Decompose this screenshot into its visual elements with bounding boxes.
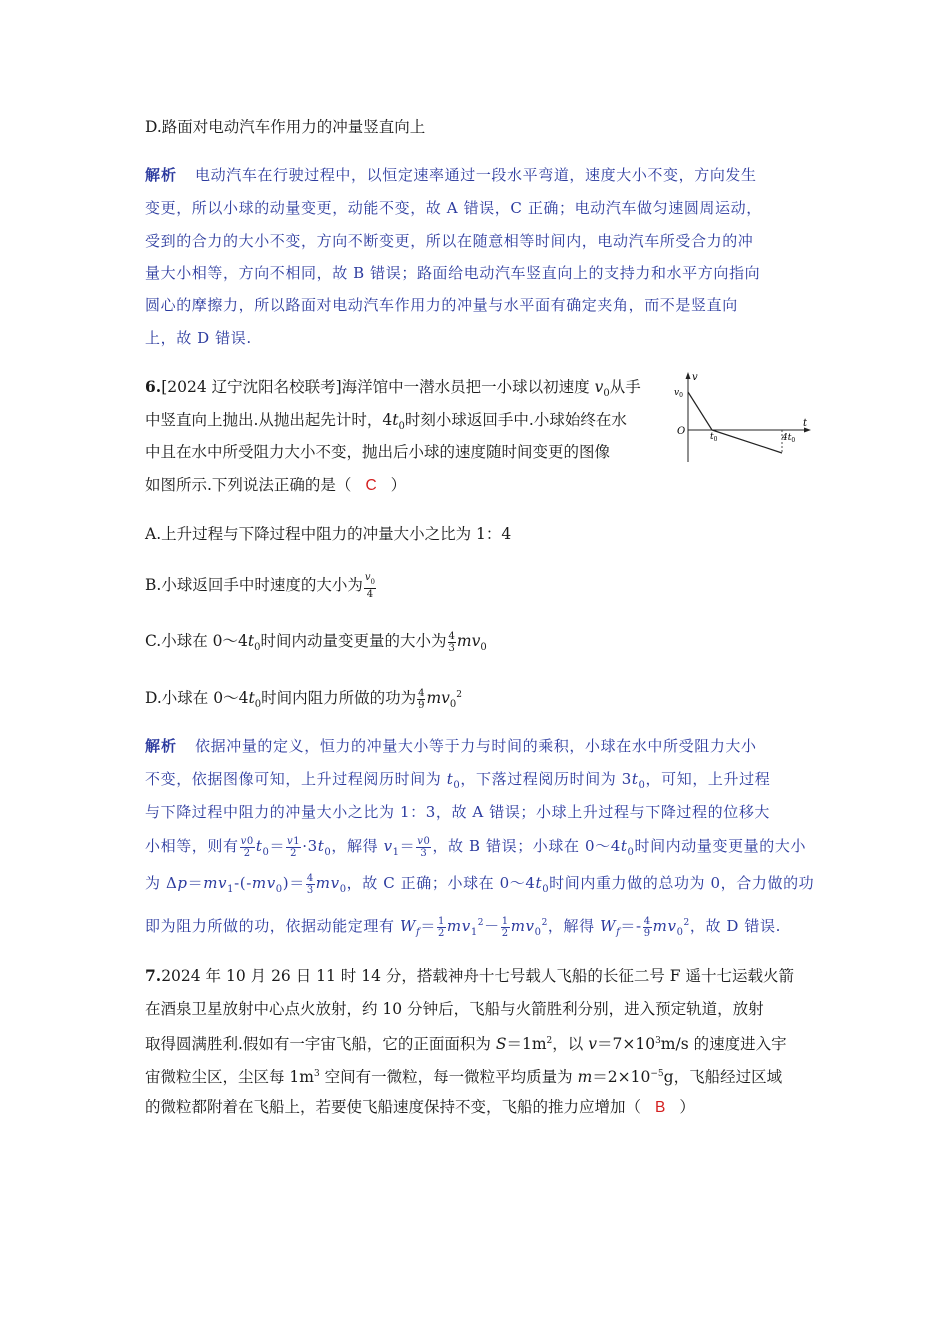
- explanation-5-line-4: 量大小相等，方向不相同，故 B 错误；路面给电动汽车竖直向上的支持力和水平方向指向: [145, 264, 761, 282]
- v-axis-arrow: [686, 372, 691, 379]
- question-7-line-5: 的微粒都附着在飞船上，若要使飞船速度保持不变，飞船的推力应增加（ B ）: [145, 1098, 695, 1116]
- explanation-6-line-4: 小相等，则有 $\frac{v0}{2}$ $t_0=$ $\frac{v1}{2}$ $\cdot 3t_0$，解得 $v_1=$ $\frac{v0}{3}$ ，故 B 错误；小球在 $0\sim 4t_0$时间内动量变更量的大小: [145, 835, 807, 859]
- falling-segment: [712, 430, 782, 453]
- question-7-line-2: 在酒泉卫星放射中心点火放射，约 10 分钟后，飞船与火箭胜利分别，进入预定轨道，放射: [145, 1000, 764, 1018]
- t0-label: $t_0$: [710, 432, 718, 443]
- explanation-6-line-2: 不变，依据图像可知，上升过程阅历时间为 $t_0$，下落过程阅历时间为 $3t_0$，可知，上升过程: [145, 770, 771, 791]
- origin-label: O: [677, 426, 686, 437]
- explanation-5-line-2: 变更，所以小球的动量变更，动能不变，故 A 错误，C 正确；电动汽车做匀速圆周运动，: [145, 199, 762, 217]
- question-7-line-4: 宙微粒尘区，尘区每 $1m^3$ 空间有一微粒，每一微粒平均质量为 $m=2\times 10^{-5}g$，飞船经过区域: [145, 1068, 783, 1086]
- explanation-6-line-1: 解析 依据冲量的定义，恒力的冲量大小等于力与时间的乘积，小球在水中所受阻力大小: [145, 737, 757, 755]
- answer-6: C: [365, 477, 377, 494]
- question-6-line-3: 中且在水中所受阻力大小不变，抛出后小球的速度随时间变更的图像: [145, 443, 611, 461]
- v0-label: $v_0$: [674, 388, 683, 399]
- fraction-v0-over-4: $\frac{v_0}{4}$: [364, 572, 375, 600]
- question-6-line-4: 如图所示.下列说法正确的是（ C ）: [145, 476, 407, 494]
- explanation-5-line-1: 解析 电动汽车在行驶过程中，以恒定速率通过一段水平弯道，速度大小不变，方向发生: [145, 166, 757, 184]
- velocity-time-graph: [672, 368, 812, 468]
- explanation-5-line-6: 上，故 D 错误.: [145, 329, 252, 347]
- option-d-prev: D.路面对电动汽车作用力的冲量竖直向上: [145, 118, 426, 136]
- option-d: D.小球在 $0\sim 4t_0$时间内阻力所做的功为 $\frac{4}{9}$ $mv_0^2$: [145, 687, 463, 711]
- explanation-6-line-3: 与下降过程中阻力的冲量大小之比为 1：3，故 A 错误；小球上升过程与下降过程的位移大: [145, 803, 771, 821]
- option-b: B.小球返回手中时速度的大小为 $\frac{v_0}{4}$: [145, 572, 375, 600]
- 4t0-label: $4t_0$: [782, 433, 796, 444]
- question-6-line-1: 6.[2024 辽宁沈阳名校联考]海洋馆中一潜水员把一小球以初速度 $v_0$从手: [145, 377, 641, 399]
- explanation-6-line-6: 即为阻力所做的功，依据动能定理有 $W_f=$ $\frac{1}{2}$ $mv_1^2-$ $\frac{1}{2}$ $mv_0^2$，解得 $W_f=-$ $\frac{4}{9}$ $mv_0^2$，故 D 错误.: [145, 915, 781, 939]
- question-7-line-1: 7.2024 年 10 月 26 日 11 时 14 分，搭载神舟十七号载人飞船的长征二号 F 遥十七运载火箭: [145, 966, 794, 985]
- t-label: t: [803, 418, 808, 429]
- explanation-5-line-5: 圆心的摩擦力，所以路面对电动汽车作用力的冲量与水平面有确定夹角，而不是竖直向: [145, 296, 738, 314]
- rising-segment: [688, 392, 712, 430]
- question-6-line-2: 中竖直向上抛出.从抛出起先计时，$4t_0$时刻小球返回手中.小球始终在水: [145, 411, 627, 432]
- option-a: A.上升过程与下降过程中阻力的冲量大小之比为 1：4: [145, 525, 512, 543]
- answer-7: B: [655, 1099, 666, 1116]
- explanation-6-line-5: 为 $\Delta p=mv_1-(-mv_0)=$ $\frac{4}{3}$ $mv_0$，故 C 正确；小球在 $0\sim 4t_0$时间内重力做的总功为 0，合力做的功: [145, 872, 815, 896]
- v-label: v: [692, 372, 698, 383]
- explanation-tag: 解析: [145, 166, 178, 184]
- option-c: C.小球在 $0\sim 4t_0$时间内动量变更量的大小为 $\frac{4}{3}$ $mv_0$: [145, 630, 487, 654]
- question-7-line-3: 取得圆满胜利.假如有一宇宙飞船，它的正面面积为 $S=1m^2$，以 $v=7\times 10^3m/s$ 的速度进入宇: [145, 1035, 787, 1053]
- explanation-5-line-3: 受到的合力的大小不变，方向不断变更，所以在随意相等时间内，电动汽车所受合力的冲: [145, 232, 754, 250]
